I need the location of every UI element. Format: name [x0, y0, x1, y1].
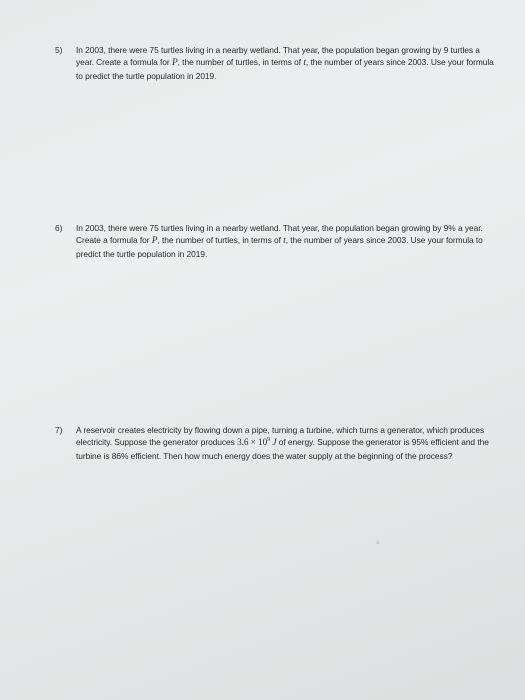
problem-number: 6)	[55, 223, 63, 233]
problem-5	[55, 44, 495, 82]
problem-6	[55, 222, 495, 260]
variable-p: P	[171, 58, 178, 69]
problem-number: 7)	[55, 425, 63, 435]
problem-text: In 2003, there were 75 turtles living in a nearby wetland. That year, the population began growing by 9 turtles a year. Create a formula for P, the number of turtles, in terms of t, the number of years since 2003. Use your formula to predict the turtle population in 2019.	[76, 45, 494, 81]
problem-text: In 2003, there were 75 turtles living in a nearby wetland. That year, the population began growing by 9% a year. Create a formula for P, the number of turtles, in terms of t, the number of years since 2003. Use your formula to predict the turtle population in 2019.	[76, 223, 483, 259]
variable-t: t	[303, 58, 306, 69]
problem-text: A reservoir creates electricity by flowing down a pipe, turning a turbine, which turns a generator, which produces electricity. Suppose the generator produces $3.6 \times 10^9$ J of energy. Suppose the generator is 95% efficient and the turbine is 86% efficient. Then how much energy does the water supply at the beginning of the process?	[76, 425, 489, 461]
variable-t: t	[283, 236, 286, 247]
problem-7	[55, 424, 495, 462]
problem-number: 5)	[55, 45, 63, 55]
energy-value: $3.6 \times 10^9$ J	[237, 437, 277, 449]
variable-p: P	[151, 236, 158, 247]
stray-pencil-mark: a	[376, 540, 380, 546]
